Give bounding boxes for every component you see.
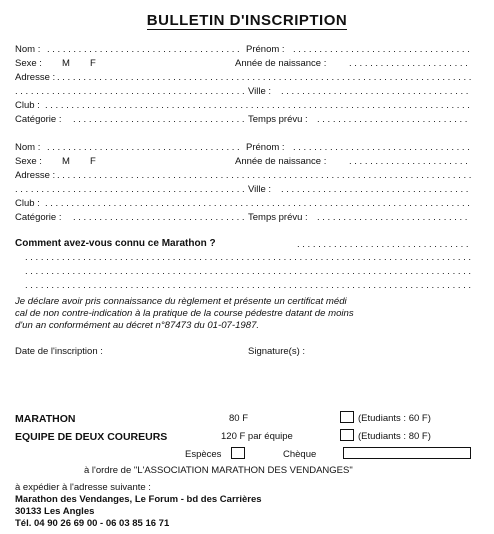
temps-label: Temps prévu : (248, 114, 308, 125)
ville-field[interactable] (281, 86, 471, 97)
annee-field[interactable] (349, 156, 471, 167)
prenom-field[interactable] (293, 44, 471, 55)
sexe-f-option[interactable]: F (90, 156, 96, 167)
sexe-label: Sexe : (15, 156, 42, 167)
prenom-label: Prénom : (246, 44, 285, 55)
annee-field[interactable] (349, 58, 471, 69)
legal-line-2: cal de non contre-indication à la pratique de la course pédestre datant de moins (15, 308, 354, 319)
address-intro: à expédier à l'adresse suivante : (15, 482, 151, 493)
date-label: Date de l'inscription : (15, 346, 103, 357)
annee-label: Année de naissance : (235, 58, 327, 69)
prenom-field[interactable] (293, 142, 471, 153)
nom-label: Nom : (15, 142, 41, 153)
form-title: BULLETIN D'INSCRIPTION (146, 12, 348, 29)
club-field[interactable] (45, 100, 471, 111)
question-answer-line1[interactable] (297, 239, 471, 250)
sexe-m-option[interactable]: M (62, 58, 70, 69)
categorie-label: Catégorie : (15, 114, 62, 125)
equipe-price: 120 F par équipe (221, 431, 293, 442)
question-label: Comment avez-vous connu ce Marathon ? (15, 238, 216, 249)
categorie-label: Catégorie : (15, 212, 62, 223)
signature-label: Signature(s) : (248, 346, 306, 357)
marathon-label: MARATHON (15, 413, 76, 425)
adresse-label: Adresse : (15, 170, 56, 181)
cheque-number-field[interactable] (343, 447, 471, 459)
nom-field[interactable] (47, 142, 243, 153)
legal-line-1: Je déclare avoir pris connaissance du règlement et présente un certificat médi (15, 296, 347, 307)
cheque-label: Chèque (283, 449, 317, 460)
temps-field[interactable] (317, 212, 471, 223)
adresse-field[interactable] (57, 72, 471, 83)
annee-label: Année de naissance : (235, 156, 327, 167)
marathon-student-price: (Etudiants : 60 F) (358, 413, 431, 424)
payment-order: à l'ordre de "L'ASSOCIATION MARATHON DES VENDANGES" (84, 465, 353, 476)
club-field[interactable] (45, 198, 471, 209)
especes-label: Espèces (185, 449, 222, 460)
adresse-line2-field[interactable] (15, 86, 247, 97)
nom-field[interactable] (47, 44, 243, 55)
question-answer-line4[interactable] (25, 280, 471, 291)
ville-field[interactable] (281, 184, 471, 195)
address-phone: Tél. 04 90 26 69 00 - 06 03 85 16 71 (15, 518, 170, 529)
ville-label: Ville : (248, 86, 272, 97)
equipe-student-price: (Etudiants : 80 F) (358, 431, 431, 442)
equipe-checkbox[interactable] (340, 429, 354, 441)
adresse-line2-field[interactable] (15, 184, 247, 195)
categorie-field[interactable] (73, 212, 245, 223)
nom-label: Nom : (15, 44, 41, 55)
marathon-checkbox[interactable] (340, 411, 354, 423)
club-label: Club : (15, 198, 40, 209)
equipe-label: EQUIPE DE DEUX COUREURS (15, 431, 168, 443)
sexe-f-option[interactable]: F (90, 58, 96, 69)
question-answer-line3[interactable] (25, 266, 471, 277)
adresse-label: Adresse : (15, 72, 56, 83)
categorie-field[interactable] (73, 114, 245, 125)
especes-checkbox[interactable] (231, 447, 245, 459)
address-line-1: Marathon des Vendanges, Le Forum - bd des Carrières (15, 494, 262, 505)
marathon-price: 80 F (229, 413, 249, 424)
legal-line-3: d'un an conformément au décret n°87473 du 01-07-1987. (15, 320, 260, 331)
prenom-label: Prénom : (246, 142, 285, 153)
sexe-m-option[interactable]: M (62, 156, 70, 167)
temps-label: Temps prévu : (248, 212, 308, 223)
adresse-field[interactable] (57, 170, 471, 181)
club-label: Club : (15, 100, 40, 111)
temps-field[interactable] (317, 114, 471, 125)
address-line-2: 30133 Les Angles (15, 506, 95, 517)
question-answer-line2[interactable] (25, 252, 471, 263)
ville-label: Ville : (248, 184, 272, 195)
sexe-label: Sexe : (15, 58, 42, 69)
